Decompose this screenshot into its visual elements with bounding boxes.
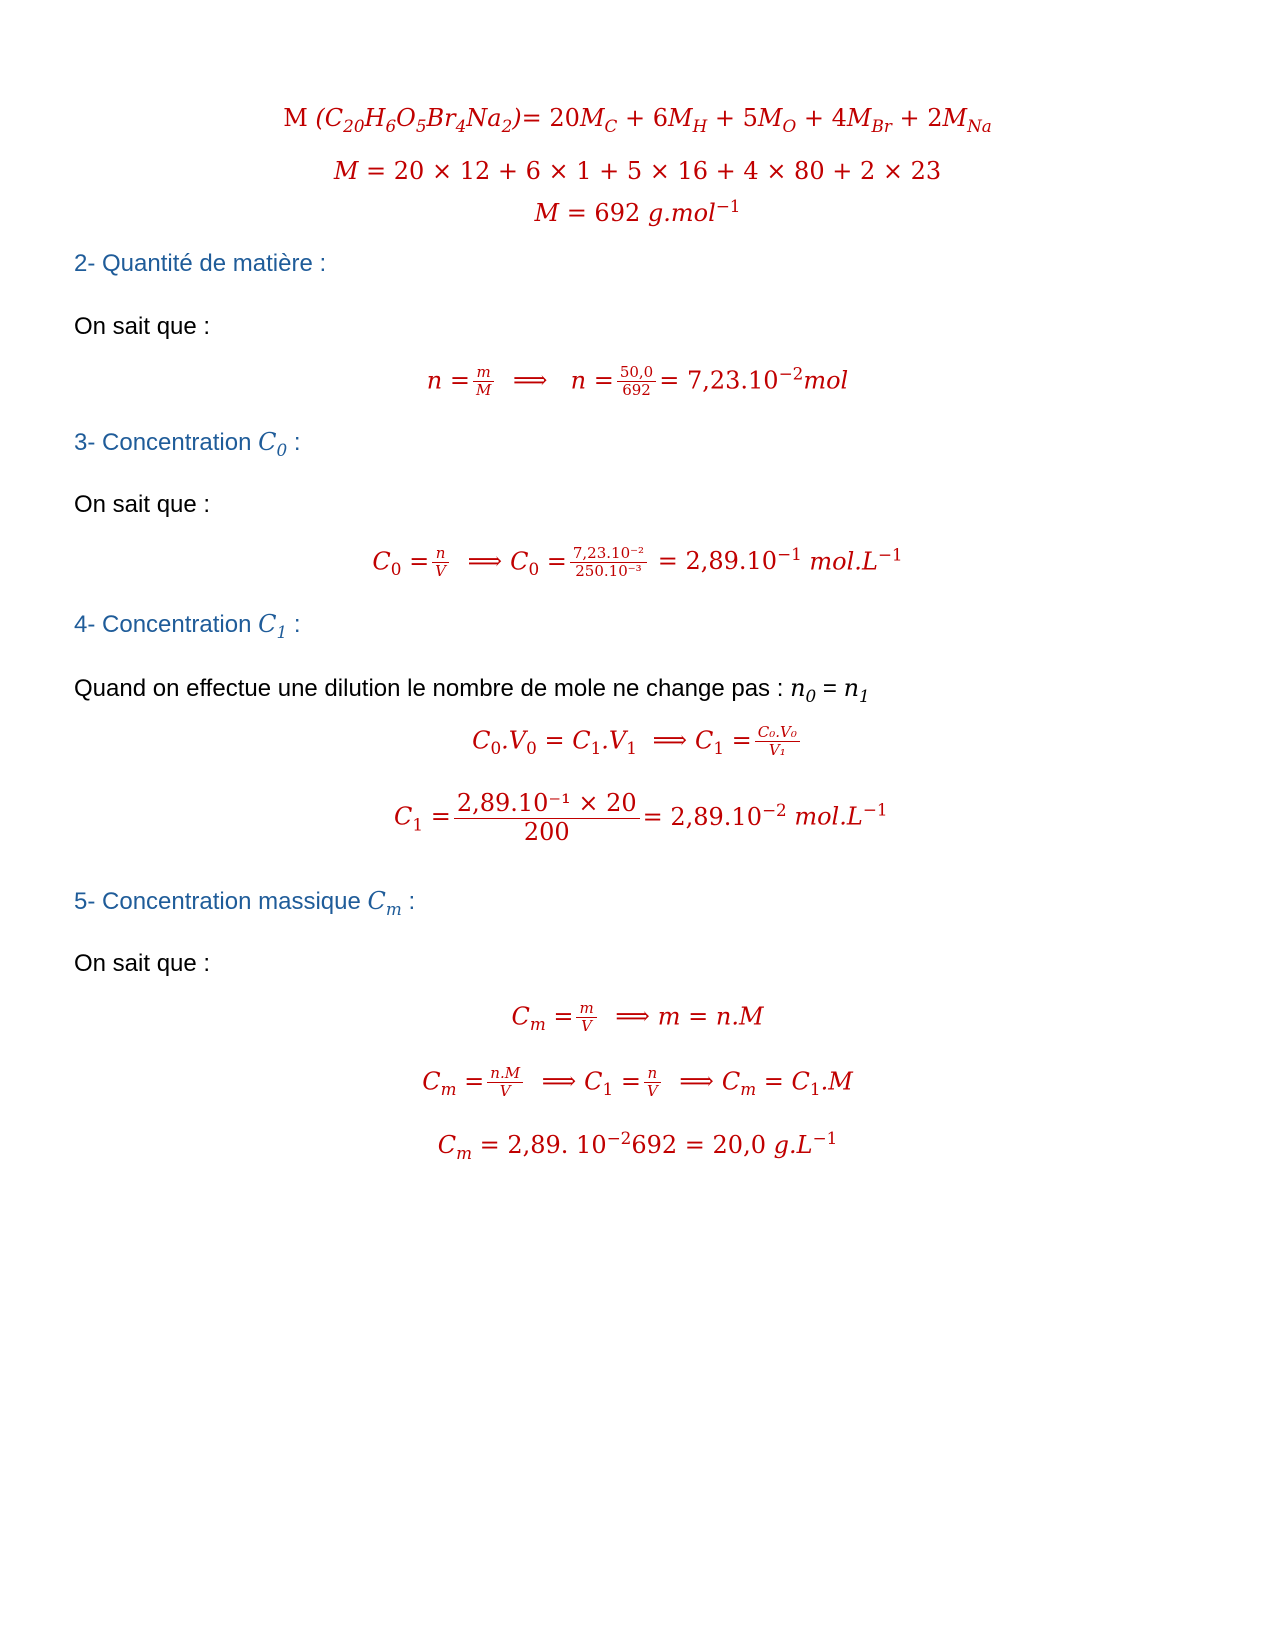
section-5-formula-1: $C_m$ = $\frac{m}{V}$ ⟹ m = n.M: [511, 999, 764, 1036]
section-2-intro: On sait que :: [74, 313, 211, 340]
section-5-formula-2: $C_m$ = $\frac{n.M}{V}$ ⟹ $C_1$ = $\frac{n}{V}$ ⟹ $C_m = C_1.M$: [422, 1064, 853, 1101]
molar-mass-result: M = 692 g.mol$^{-1}$: [534, 196, 741, 227]
section-4-intro: Quand on effectue une dilution le nombre de mole ne change pas : $n_0 = n_1$: [74, 674, 870, 706]
section-3-formula: $C_0$ = $\frac{n}{V}$ ⟹ $C_0$ = $\frac{\text{7,23.10⁻²}}{\text{250.10⁻³}}$ = $2,89.10^{-1}$ $mol.L^{-1}$: [372, 544, 903, 581]
section-3-intro: On sait que :: [74, 491, 211, 518]
section-4-dilution-formula: $C_0.V_0 = C_1.V_1$ ⟹ $C_1$ = $\frac{\text{C₀.V₀}}{\text{V₁}}$: [0, 724, 1275, 760]
section-5-final-result: $C_m = 2,89$. $10^{-2}692 = 20,0$ $g.L^{-1}$: [437, 1128, 838, 1163]
section-5-intro: On sait que :: [74, 950, 211, 977]
molar-mass-formula: M $(C_{20}H_6O_5Br_4Na_2)= 20M_C + 6M_H + 5M_O + 4M_{Br} + 2M_{Na}$: [283, 104, 992, 136]
section-4-heading: 4- Concentration $C_1$ :: [74, 610, 301, 642]
section-3-heading: 3- Concentration $C_0$ :: [74, 428, 301, 460]
section-2-formula: n = $\frac{m}{M}$ ⟹ n = $\frac{50,0}{692}$ = $7,23.10^{-2}mol$: [426, 363, 849, 400]
molar-mass-calculation: M = 20 × 12 + 6 × 1 + 5 × 16 + 4 × 80 + 2 × 23: [333, 157, 942, 185]
section-2-heading: 2- Quantité de matière :: [74, 250, 327, 277]
section-5-heading: 5- Concentration massique $C_m$ :: [74, 887, 416, 919]
section-4-result-formula: $C_1$ = $\frac{\text{2,89.10⁻¹ × 20}}{200}$ = $2,89.10^{-2}$ $mol.L^{-1}$: [394, 789, 888, 846]
